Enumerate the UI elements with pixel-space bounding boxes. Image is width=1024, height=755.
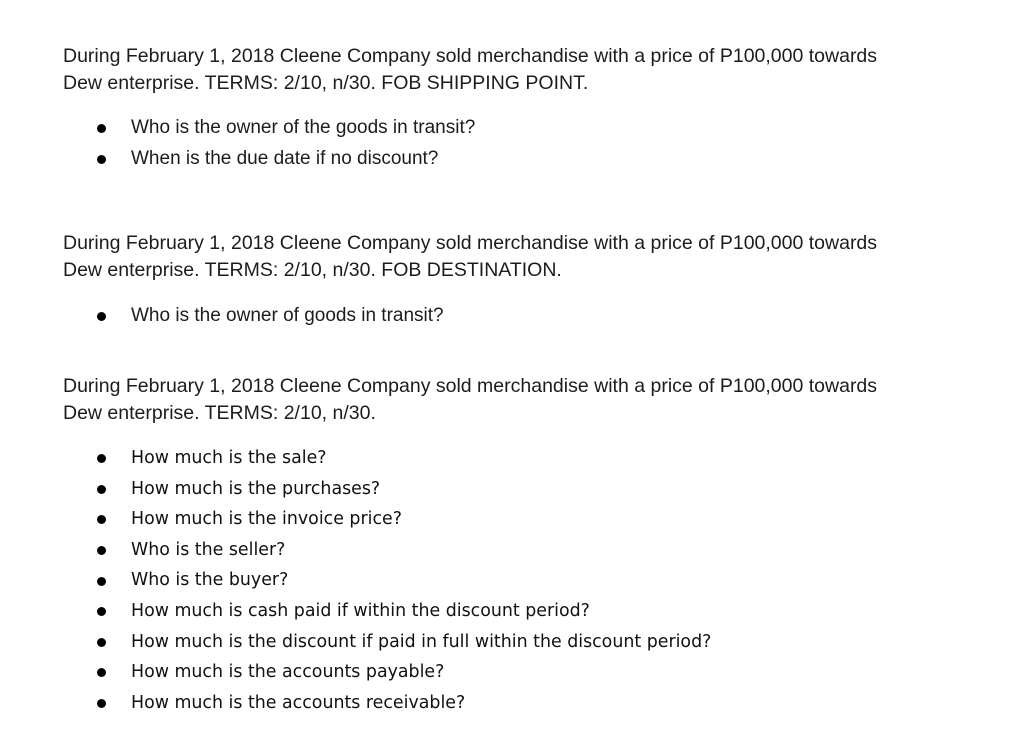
problem-1-questions [0, 113, 1024, 174]
bullet-icon [97, 124, 106, 133]
question-text: How much is the discount if paid in full within the discount period? [131, 631, 712, 652]
question-text: Who is the owner of the goods in transit? [131, 117, 476, 138]
problem-2-line-2: Dew enterprise. TERMS: 2/10, n/30. FOB DESTINATION. [63, 259, 562, 281]
problem-1-line-1: During February 1, 2018 Cleene Company sold merchandise with a price of P100,000 towards [63, 45, 878, 67]
problem-2-line-1: During February 1, 2018 Cleene Company sold merchandise with a price of P100,000 towards [63, 232, 878, 254]
list-item [0, 535, 1024, 566]
question-text: Who is the seller? [131, 539, 286, 560]
list-item [0, 565, 1024, 596]
bullet-icon [97, 607, 106, 616]
bullet-icon [97, 485, 106, 494]
list-item [0, 627, 1024, 658]
question-text: Who is the owner of goods in transit? [131, 305, 444, 326]
problem-3-line-2: Dew enterprise. TERMS: 2/10, n/30. [63, 402, 376, 424]
question-text: How much is cash paid if within the discount period? [131, 600, 590, 621]
problem-2-questions [0, 301, 1024, 332]
list-item [0, 474, 1024, 505]
question-text: How much is the accounts receivable? [131, 692, 466, 713]
bullet-icon [97, 668, 106, 677]
list-item [0, 113, 1024, 144]
bullet-icon [97, 638, 106, 647]
list-item [0, 301, 1024, 332]
problem-3-statement [63, 373, 963, 427]
problem-1-line-2: Dew enterprise. TERMS: 2/10, n/30. FOB SHIPPING POINT. [63, 72, 589, 94]
bullet-icon [97, 577, 106, 586]
question-text: Who is the buyer? [131, 570, 289, 591]
list-item [0, 688, 1024, 719]
bullet-icon [97, 454, 106, 463]
list-item [0, 144, 1024, 175]
question-text: How much is the purchases? [131, 478, 381, 499]
list-item [0, 596, 1024, 627]
question-text: How much is the sale? [131, 448, 327, 468]
bullet-icon [97, 312, 106, 321]
problem-3-questions [0, 443, 1024, 718]
bullet-icon [97, 155, 106, 164]
problem-2-statement [63, 230, 963, 284]
problem-3-line-1: During February 1, 2018 Cleene Company sold merchandise with a price of P100,000 towards [63, 375, 878, 397]
question-text: How much is the accounts payable? [131, 662, 445, 683]
bullet-icon [97, 515, 106, 524]
bullet-icon [97, 546, 106, 555]
question-text: How much is the invoice price? [131, 509, 402, 530]
bullet-icon [97, 699, 106, 708]
problem-1-statement [63, 43, 963, 97]
list-item [0, 504, 1024, 535]
list-item [0, 443, 1024, 474]
question-text: When is the due date if no discount? [131, 147, 439, 169]
list-item [0, 657, 1024, 688]
